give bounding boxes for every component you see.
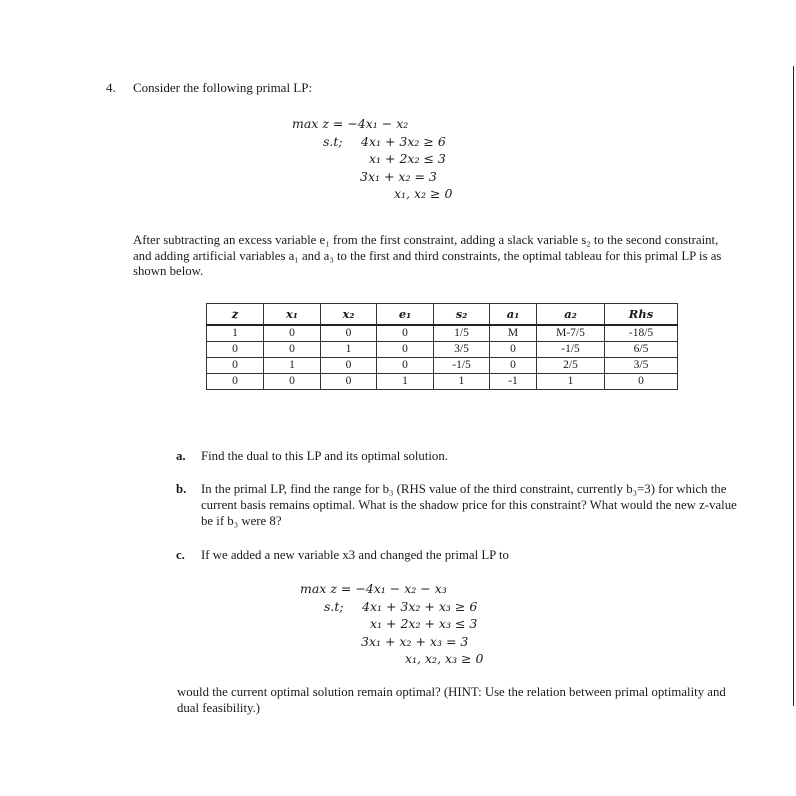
- header-a2: a₂: [537, 304, 605, 326]
- table-cell: -18/5: [605, 325, 678, 342]
- table-cell: 6/5: [605, 342, 678, 358]
- table-cell: 1/5: [434, 325, 490, 342]
- primal-constraint-3: 3x₁ + x₂ = 3: [360, 168, 437, 184]
- table-cell: M-7/5: [537, 325, 605, 342]
- table-cell: -1/5: [434, 358, 490, 374]
- table-cell: M: [490, 325, 537, 342]
- question-c-label: c.: [176, 548, 185, 562]
- table-cell: 0: [207, 342, 264, 358]
- table-cell: 0: [207, 358, 264, 374]
- table-row: [207, 325, 678, 342]
- problem-prompt: Consider the following primal LP:: [133, 80, 313, 95]
- table-cell: 3/5: [605, 358, 678, 374]
- header-rhs: Rhs: [605, 304, 678, 326]
- header-a1: a₁: [490, 304, 537, 326]
- table-cell: 3/5: [434, 342, 490, 358]
- table-cell: -1/5: [537, 342, 605, 358]
- table-cell: 1: [434, 374, 490, 390]
- table-cell: 0: [264, 325, 321, 342]
- table-cell: 1: [207, 325, 264, 342]
- table-cell: 0: [207, 374, 264, 390]
- modified-objective: max z = −4x₁ − x₂ − x₃: [300, 581, 447, 596]
- primal-st-label: s.t;: [323, 133, 343, 149]
- primal-constraint-1: 4x₁ + 3x₂ ≥ 6: [361, 133, 446, 149]
- table-cell: 0: [490, 342, 537, 358]
- table-cell: 0: [490, 358, 537, 374]
- header-e1: e₁: [377, 304, 434, 326]
- table-cell: 2/5: [537, 358, 605, 374]
- table-cell: 0: [377, 325, 434, 342]
- question-b-text: In the primal LP, find the range for b₃ (RHS value of the third constraint, currently b₃=3) for which the current basis remains optimal. What is the shadow price for this constraint? What would the new z-value be if b₃ were 8?: [201, 482, 737, 528]
- table-cell: 0: [264, 342, 321, 358]
- problem-number: 4.: [106, 80, 116, 95]
- header-x1: x₁: [264, 304, 321, 326]
- modified-constraint-2: x₁ + 2x₂ + x₃ ≤ 3: [370, 616, 478, 631]
- question-a-text: Find the dual to this LP and its optimal solution.: [201, 449, 448, 463]
- question-b-label: b.: [176, 482, 187, 496]
- table-cell: 0: [605, 374, 678, 390]
- primal-objective: max z = −4x₁ − x₂: [292, 116, 409, 131]
- optimal-tableau: [206, 303, 678, 390]
- header-x2: x₂: [321, 304, 377, 326]
- modified-nonnegativity: x₁, x₂, x₃ ≥ 0: [405, 651, 484, 666]
- table-cell: 0: [377, 358, 434, 374]
- closing-question: would the current optimal solution remain optimal? (HINT: Use the relation between primal optimality and dual feasibility.): [177, 685, 726, 715]
- modified-constraint-1: 4x₁ + 3x₂ + x₃ ≥ 6: [362, 598, 478, 614]
- table-cell: 1: [377, 374, 434, 390]
- table-row: [207, 342, 678, 358]
- page-edge-line: [793, 66, 794, 706]
- modified-st-label: s.t;: [324, 598, 344, 614]
- table-cell: 1: [264, 358, 321, 374]
- table-cell: 0: [321, 325, 377, 342]
- modified-constraint-3: 3x₁ + x₂ + x₃ = 3: [361, 633, 469, 649]
- table-cell: 0: [377, 342, 434, 358]
- table-cell: 0: [321, 358, 377, 374]
- table-row: [207, 358, 678, 374]
- question-a-label: a.: [176, 449, 186, 463]
- tableau-description: After subtracting an excess variable e₁ from the first constraint, adding a slack variable s₂ to the second constraint, and adding artificial variables a₁ and a₃ to the first and third constraints, the optimal tableau for this primal LP is as shown below.: [133, 233, 722, 278]
- primal-constraint-2: x₁ + 2x₂ ≤ 3: [369, 151, 446, 166]
- header-s2: s₂: [434, 304, 490, 326]
- table-cell: 1: [321, 342, 377, 358]
- table-cell: 0: [264, 374, 321, 390]
- question-c-text: If we added a new variable x3 and changed the primal LP to: [201, 548, 509, 562]
- primal-nonnegativity: x₁, x₂ ≥ 0: [394, 186, 453, 201]
- table-cell: -1: [490, 374, 537, 390]
- table-row: [207, 374, 678, 390]
- table-cell: 1: [537, 374, 605, 390]
- header-z: z: [207, 304, 264, 326]
- table-cell: 0: [321, 374, 377, 390]
- tableau-header-row: [207, 304, 678, 326]
